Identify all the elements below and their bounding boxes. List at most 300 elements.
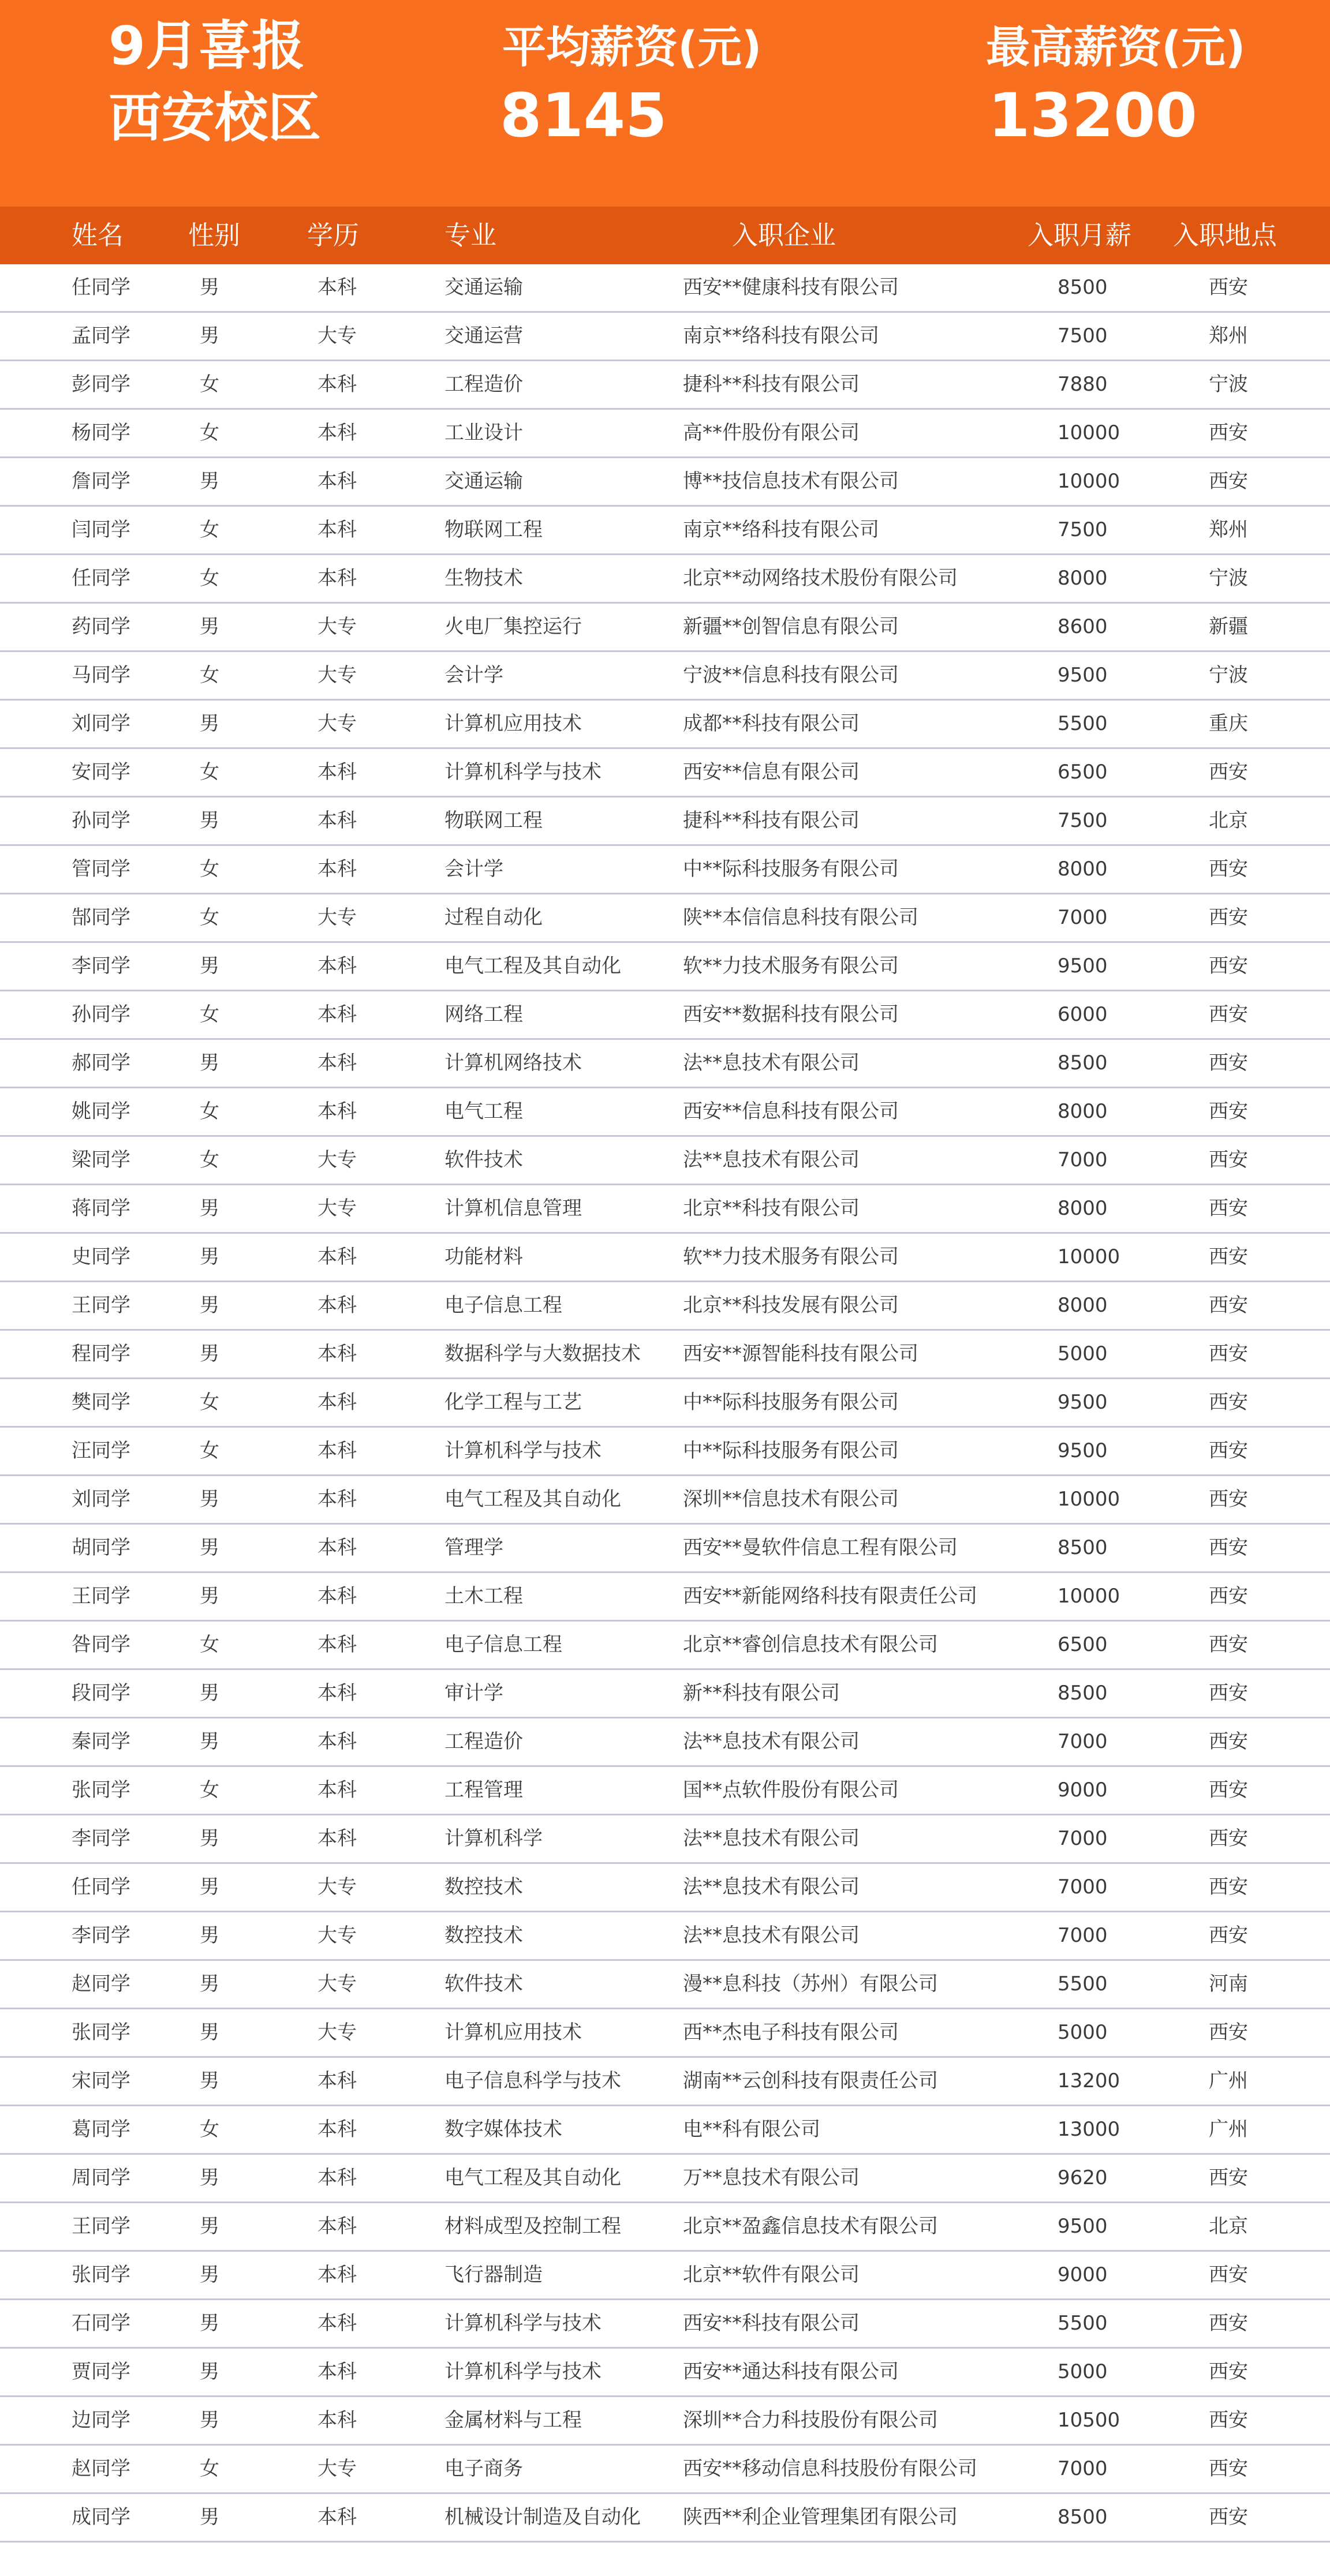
gender-cell: 女 [200, 518, 219, 541]
company-cell: 西安**科技有限公司 [683, 2312, 860, 2335]
city-cell: 西安 [1209, 1488, 1248, 1511]
student-name-cell: 王同学 [72, 1294, 130, 1317]
student-name-cell: 姚同学 [72, 1100, 130, 1123]
student-name-cell: 马同学 [72, 664, 130, 687]
gender-cell: 女 [200, 1779, 219, 1802]
education-cell: 本科 [317, 1536, 357, 1559]
major-cell: 数控技术 [444, 1875, 523, 1899]
monthly-salary-cell: 8500 [1058, 1682, 1108, 1705]
company-cell: 法**息技术有限公司 [683, 1827, 860, 1850]
header-gender: 性别 [188, 220, 241, 250]
education-cell: 本科 [317, 518, 357, 541]
monthly-salary-cell: 9500 [1058, 1391, 1108, 1414]
company-cell: 国**点软件股份有限公司 [683, 1779, 899, 1802]
company-cell: 陕**本信信息科技有限公司 [683, 906, 918, 929]
city-cell: 北京 [1209, 809, 1248, 832]
city-cell: 西安 [1209, 1100, 1248, 1123]
education-cell: 本科 [317, 421, 357, 444]
monthly-salary-cell: 9500 [1058, 664, 1108, 687]
gender-cell: 女 [200, 373, 219, 396]
monthly-salary-cell: 6500 [1058, 761, 1108, 784]
major-cell: 数据科学与大数据技术 [444, 1342, 641, 1365]
table-row [0, 2300, 1330, 2349]
table-row [0, 313, 1330, 361]
header-company: 入职企业 [732, 220, 836, 250]
major-cell: 计算机网络技术 [444, 1051, 582, 1074]
major-cell: 会计学 [444, 664, 503, 687]
table-row [0, 797, 1330, 846]
company-cell: 高**件股份有限公司 [683, 421, 860, 444]
education-cell: 大专 [317, 615, 357, 638]
company-cell: 法**息技术有限公司 [683, 1730, 860, 1753]
student-name-cell: 程同学 [72, 1342, 130, 1365]
table-row [0, 1088, 1330, 1137]
education-cell: 本科 [317, 1682, 357, 1705]
table-row [0, 1476, 1330, 1525]
gender-cell: 男 [200, 324, 219, 347]
city-cell: 西安 [1209, 1536, 1248, 1559]
table-row [0, 1670, 1330, 1718]
major-cell: 生物技术 [444, 567, 523, 590]
major-cell: 会计学 [444, 858, 503, 881]
city-cell: 西安 [1209, 1342, 1248, 1365]
gender-cell: 女 [200, 1003, 219, 1026]
table-row [0, 2009, 1330, 2058]
education-cell: 本科 [317, 373, 357, 396]
student-name-cell: 任同学 [72, 276, 130, 299]
gender-cell: 女 [200, 567, 219, 590]
table-row [0, 652, 1330, 701]
monthly-salary-cell: 9500 [1058, 954, 1108, 978]
company-cell: 中**际科技服务有限公司 [683, 1391, 899, 1414]
gender-cell: 男 [200, 1585, 219, 1608]
company-cell: 法**息技术有限公司 [683, 1875, 860, 1899]
table-row [0, 2203, 1330, 2252]
city-cell: 宁波 [1209, 567, 1248, 590]
education-cell: 本科 [317, 2409, 357, 2432]
major-cell: 机械设计制造及自动化 [444, 2506, 641, 2529]
monthly-salary-cell: 8500 [1058, 2506, 1108, 2529]
gender-cell: 男 [200, 809, 219, 832]
major-cell: 软件技术 [444, 1148, 523, 1171]
city-cell: 西安 [1209, 1779, 1248, 1802]
city-cell: 西安 [1209, 2409, 1248, 2432]
table-row [0, 2058, 1330, 2106]
city-cell: 西安 [1209, 2457, 1248, 2480]
student-name-cell: 孙同学 [72, 809, 130, 832]
education-cell: 本科 [317, 2360, 357, 2383]
education-cell: 大专 [317, 324, 357, 347]
gender-cell: 男 [200, 1730, 219, 1753]
student-name-cell: 咎同学 [72, 1633, 130, 1656]
table-row [0, 846, 1330, 894]
company-cell: 陕西**利企业管理集团有限公司 [683, 2506, 958, 2529]
company-cell: 北京**科技有限公司 [683, 1197, 860, 1220]
monthly-salary-cell: 8500 [1058, 1051, 1108, 1074]
city-cell: 西安 [1209, 276, 1248, 299]
education-cell: 本科 [317, 2118, 357, 2141]
education-cell: 本科 [317, 809, 357, 832]
major-cell: 工程管理 [444, 1779, 523, 1802]
education-cell: 本科 [317, 1003, 357, 1026]
student-name-cell: 张同学 [72, 2263, 130, 2286]
education-cell: 大专 [317, 1924, 357, 1947]
gender-cell: 男 [200, 2506, 219, 2529]
company-cell: 捷科**科技有限公司 [683, 809, 860, 832]
major-cell: 飞行器制造 [444, 2263, 543, 2286]
student-name-cell: 杨同学 [72, 421, 130, 444]
major-cell: 计算机科学与技术 [444, 1439, 602, 1462]
monthly-salary-cell: 9620 [1058, 2166, 1108, 2189]
monthly-salary-cell: 9000 [1058, 2263, 1108, 2286]
student-name-cell: 李同学 [72, 1827, 130, 1850]
monthly-salary-cell: 10000 [1058, 421, 1120, 444]
student-name-cell: 任同学 [72, 567, 130, 590]
gender-cell: 男 [200, 1827, 219, 1850]
city-cell: 河南 [1209, 1972, 1248, 1995]
major-cell: 金属材料与工程 [444, 2409, 582, 2432]
monthly-salary-cell: 7000 [1058, 1924, 1108, 1947]
monthly-salary-cell: 8000 [1058, 1294, 1108, 1317]
city-cell: 宁波 [1209, 373, 1248, 396]
student-name-cell: 边同学 [72, 2409, 130, 2432]
education-cell: 本科 [317, 470, 357, 493]
education-cell: 本科 [317, 2069, 357, 2092]
city-cell: 西安 [1209, 1633, 1248, 1656]
monthly-salary-cell: 10000 [1058, 1488, 1120, 1511]
gender-cell: 男 [200, 2069, 219, 2092]
company-cell: 西安**曼软件信息工程有限公司 [683, 1536, 958, 1559]
major-cell: 计算机信息管理 [444, 1197, 582, 1220]
gender-cell: 男 [200, 2166, 219, 2189]
table-row [0, 2252, 1330, 2300]
gender-cell: 男 [200, 954, 219, 978]
student-name-cell: 管同学 [72, 858, 130, 881]
education-cell: 大专 [317, 1972, 357, 1995]
table-row [0, 1282, 1330, 1331]
city-cell: 西安 [1209, 1875, 1248, 1899]
table-row [0, 2446, 1330, 2494]
city-cell: 西安 [1209, 470, 1248, 493]
table-row [0, 1912, 1330, 1961]
company-cell: 西安**移动信息科技股份有限公司 [683, 2457, 977, 2480]
major-cell: 土木工程 [444, 1585, 523, 1608]
student-name-cell: 刘同学 [72, 712, 130, 735]
gender-cell: 男 [200, 276, 219, 299]
education-cell: 大专 [317, 2457, 357, 2480]
company-cell: 南京**络科技有限公司 [683, 518, 879, 541]
table-row [0, 1622, 1330, 1670]
company-cell: 西**杰电子科技有限公司 [683, 2021, 899, 2044]
company-cell: 北京**软件有限公司 [683, 2263, 860, 2286]
student-name-cell: 贾同学 [72, 2360, 130, 2383]
monthly-salary-cell: 5000 [1058, 1342, 1108, 1365]
table-row [0, 458, 1330, 507]
city-cell: 北京 [1209, 2215, 1248, 2238]
major-cell: 物联网工程 [444, 518, 543, 541]
student-name-cell: 李同学 [72, 954, 130, 978]
major-cell: 交通运输 [444, 470, 523, 493]
city-cell: 西安 [1209, 954, 1248, 978]
education-cell: 本科 [317, 1051, 357, 1074]
major-cell: 计算机应用技术 [444, 712, 582, 735]
monthly-salary-cell: 8000 [1058, 1197, 1108, 1220]
monthly-salary-cell: 13200 [1058, 2069, 1120, 2092]
table-row [0, 1525, 1330, 1573]
education-cell: 大专 [317, 906, 357, 929]
student-name-cell: 孙同学 [72, 1003, 130, 1026]
education-cell: 本科 [317, 1633, 357, 1656]
city-cell: 西安 [1209, 1148, 1248, 1171]
student-name-cell: 彭同学 [72, 373, 130, 396]
education-cell: 本科 [317, 1779, 357, 1802]
monthly-salary-cell: 6000 [1058, 1003, 1108, 1026]
company-cell: 西安**健康科技有限公司 [683, 276, 899, 299]
major-cell: 工程造价 [444, 1730, 523, 1753]
gender-cell: 女 [200, 761, 219, 784]
table-row [0, 410, 1330, 458]
education-cell: 大专 [317, 712, 357, 735]
gender-cell: 男 [200, 1924, 219, 1947]
gender-cell: 男 [200, 1682, 219, 1705]
city-cell: 广州 [1209, 2118, 1248, 2141]
city-cell: 西安 [1209, 761, 1248, 784]
city-cell: 宁波 [1209, 664, 1248, 687]
monthly-salary-cell: 8000 [1058, 858, 1108, 881]
table-row [0, 1815, 1330, 1864]
company-cell: 中**际科技服务有限公司 [683, 858, 899, 881]
gender-cell: 女 [200, 664, 219, 687]
table-row [0, 894, 1330, 943]
company-cell: 西安**新能网络科技有限责任公司 [683, 1585, 977, 1608]
major-cell: 火电厂集控运行 [444, 615, 582, 638]
student-name-cell: 王同学 [72, 2215, 130, 2238]
education-cell: 本科 [317, 1245, 357, 1268]
monthly-salary-cell: 7880 [1058, 373, 1108, 396]
gender-cell: 男 [200, 470, 219, 493]
monthly-salary-cell: 7000 [1058, 1148, 1108, 1171]
student-name-cell: 任同学 [72, 1875, 130, 1899]
gender-cell: 男 [200, 1294, 219, 1317]
table-row [0, 1331, 1330, 1379]
education-cell: 本科 [317, 1439, 357, 1462]
table-row [0, 1137, 1330, 1185]
table-row [0, 1573, 1330, 1622]
report-title: 9月喜报 [109, 15, 305, 77]
major-cell: 交通运输 [444, 276, 523, 299]
company-cell: 北京**盈鑫信息技术有限公司 [683, 2215, 938, 2238]
gender-cell: 男 [200, 2021, 219, 2044]
city-cell: 西安 [1209, 1245, 1248, 1268]
student-name-cell: 闫同学 [72, 518, 130, 541]
student-name-cell: 赵同学 [72, 1972, 130, 1995]
city-cell: 西安 [1209, 1051, 1248, 1074]
student-name-cell: 段同学 [72, 1682, 130, 1705]
table-row [0, 264, 1330, 313]
company-cell: 法**息技术有限公司 [683, 1924, 860, 1947]
monthly-salary-cell: 13000 [1058, 2118, 1120, 2141]
student-name-cell: 孟同学 [72, 324, 130, 347]
company-cell: 软**力技术服务有限公司 [683, 1245, 899, 1268]
education-cell: 本科 [317, 761, 357, 784]
major-cell: 化学工程与工艺 [444, 1391, 582, 1414]
major-cell: 电子信息工程 [444, 1633, 562, 1656]
city-cell: 西安 [1209, 2021, 1248, 2044]
monthly-salary-cell: 8000 [1058, 567, 1108, 590]
gender-cell: 男 [200, 1197, 219, 1220]
student-name-cell: 成同学 [72, 2506, 130, 2529]
student-name-cell: 梁同学 [72, 1148, 130, 1171]
average-salary-label: 平均薪资(元) [502, 21, 762, 73]
city-cell: 西安 [1209, 858, 1248, 881]
company-cell: 深圳**合力科技股份有限公司 [683, 2409, 938, 2432]
table-row [0, 749, 1330, 797]
company-cell: 捷科**科技有限公司 [683, 373, 860, 396]
table-row [0, 507, 1330, 555]
table-row [0, 2397, 1330, 2446]
gender-cell: 男 [200, 1972, 219, 1995]
company-cell: 湖南**云创科技有限责任公司 [683, 2069, 938, 2092]
monthly-salary-cell: 9000 [1058, 1779, 1108, 1802]
table-row [0, 701, 1330, 749]
company-cell: 宁波**信息科技有限公司 [683, 664, 899, 687]
gender-cell: 男 [200, 1342, 219, 1365]
table-row [0, 2349, 1330, 2397]
student-name-cell: 张同学 [72, 1779, 130, 1802]
gender-cell: 男 [200, 615, 219, 638]
header-major: 专业 [444, 220, 497, 250]
major-cell: 电子信息科学与技术 [444, 2069, 621, 2092]
company-cell: 电**科有限公司 [683, 2118, 820, 2141]
city-cell: 西安 [1209, 1585, 1248, 1608]
monthly-salary-cell: 5500 [1058, 2312, 1108, 2335]
gender-cell: 男 [200, 1875, 219, 1899]
gender-cell: 女 [200, 2118, 219, 2141]
city-cell: 西安 [1209, 2166, 1248, 2189]
table-row [0, 1961, 1330, 2009]
table-header [0, 207, 1330, 264]
company-cell: 西安**数据科技有限公司 [683, 1003, 899, 1026]
gender-cell: 女 [200, 906, 219, 929]
company-cell: 新**科技有限公司 [683, 1682, 840, 1705]
table-row [0, 1718, 1330, 1767]
table-row [0, 2494, 1330, 2543]
education-cell: 本科 [317, 2312, 357, 2335]
table-row [0, 991, 1330, 1040]
major-cell: 网络工程 [444, 1003, 523, 1026]
major-cell: 计算机科学与技术 [444, 761, 602, 784]
header-education: 学历 [307, 220, 360, 250]
major-cell: 数控技术 [444, 1924, 523, 1947]
major-cell: 软件技术 [444, 1972, 523, 1995]
education-cell: 本科 [317, 1342, 357, 1365]
company-cell: 漫**息科技（苏州）有限公司 [683, 1972, 938, 1995]
company-cell: 万**息技术有限公司 [683, 2166, 860, 2189]
major-cell: 计算机应用技术 [444, 2021, 582, 2044]
table-row [0, 1379, 1330, 1428]
gender-cell: 男 [200, 1245, 219, 1268]
company-cell: 深圳**信息技术有限公司 [683, 1488, 899, 1511]
monthly-salary-cell: 5000 [1058, 2360, 1108, 2383]
company-cell: 法**息技术有限公司 [683, 1148, 860, 1171]
monthly-salary-cell: 5500 [1058, 1972, 1108, 1995]
city-cell: 新疆 [1209, 615, 1248, 638]
city-cell: 西安 [1209, 1197, 1248, 1220]
city-cell: 西安 [1209, 1924, 1248, 1947]
gender-cell: 男 [200, 2409, 219, 2432]
major-cell: 材料成型及控制工程 [444, 2215, 621, 2238]
table-row [0, 2106, 1330, 2155]
gender-cell: 女 [200, 858, 219, 881]
education-cell: 本科 [317, 1294, 357, 1317]
major-cell: 电子信息工程 [444, 1294, 562, 1317]
major-cell: 工业设计 [444, 421, 523, 444]
student-name-cell: 汪同学 [72, 1439, 130, 1462]
gender-cell: 女 [200, 1391, 219, 1414]
table-row [0, 361, 1330, 410]
company-cell: 成都**科技有限公司 [683, 712, 860, 735]
table-row [0, 2155, 1330, 2203]
student-name-cell: 樊同学 [72, 1391, 130, 1414]
company-cell: 西安**源智能科技有限公司 [683, 1342, 918, 1365]
major-cell: 过程自动化 [444, 906, 543, 929]
education-cell: 本科 [317, 858, 357, 881]
company-cell: 西安**信息科技有限公司 [683, 1100, 899, 1123]
header-name: 姓名 [72, 220, 124, 250]
monthly-salary-cell: 5000 [1058, 2021, 1108, 2044]
company-cell: 软**力技术服务有限公司 [683, 954, 899, 978]
gender-cell: 女 [200, 1439, 219, 1462]
max-salary-label: 最高薪资(元) [986, 21, 1246, 73]
major-cell: 电子商务 [444, 2457, 523, 2480]
student-name-cell: 詹同学 [72, 470, 130, 493]
student-name-cell: 刘同学 [72, 1488, 130, 1511]
monthly-salary-cell: 7000 [1058, 1827, 1108, 1850]
table-row [0, 1185, 1330, 1234]
education-cell: 大专 [317, 1148, 357, 1171]
company-cell: 博**技信息技术有限公司 [683, 470, 899, 493]
gender-cell: 男 [200, 2312, 219, 2335]
company-cell: 北京**动网络技术股份有限公司 [683, 567, 958, 590]
monthly-salary-cell: 9500 [1058, 1439, 1108, 1462]
education-cell: 本科 [317, 1585, 357, 1608]
student-name-cell: 郜同学 [72, 906, 130, 929]
monthly-salary-cell: 7500 [1058, 809, 1108, 832]
company-cell: 北京**科技发展有限公司 [683, 1294, 899, 1317]
student-name-cell: 李同学 [72, 1924, 130, 1947]
max-salary-value: 13200 [988, 80, 1197, 151]
student-name-cell: 宋同学 [72, 2069, 130, 2092]
student-name-cell: 赵同学 [72, 2457, 130, 2480]
company-cell: 中**际科技服务有限公司 [683, 1439, 899, 1462]
student-name-cell: 张同学 [72, 2021, 130, 2044]
student-name-cell: 葛同学 [72, 2118, 130, 2141]
education-cell: 大专 [317, 2021, 357, 2044]
city-cell: 西安 [1209, 1294, 1248, 1317]
monthly-salary-cell: 10500 [1058, 2409, 1120, 2432]
city-cell: 西安 [1209, 1003, 1248, 1026]
city-cell: 广州 [1209, 2069, 1248, 2092]
table-row [0, 1428, 1330, 1476]
city-cell: 西安 [1209, 1827, 1248, 1850]
table-row [0, 1040, 1330, 1088]
education-cell: 本科 [317, 1391, 357, 1414]
major-cell: 电气工程及其自动化 [444, 2166, 621, 2189]
major-cell: 电气工程及其自动化 [444, 954, 621, 978]
education-cell: 本科 [317, 1730, 357, 1753]
major-cell: 电气工程及其自动化 [444, 1488, 621, 1511]
education-cell: 本科 [317, 1827, 357, 1850]
